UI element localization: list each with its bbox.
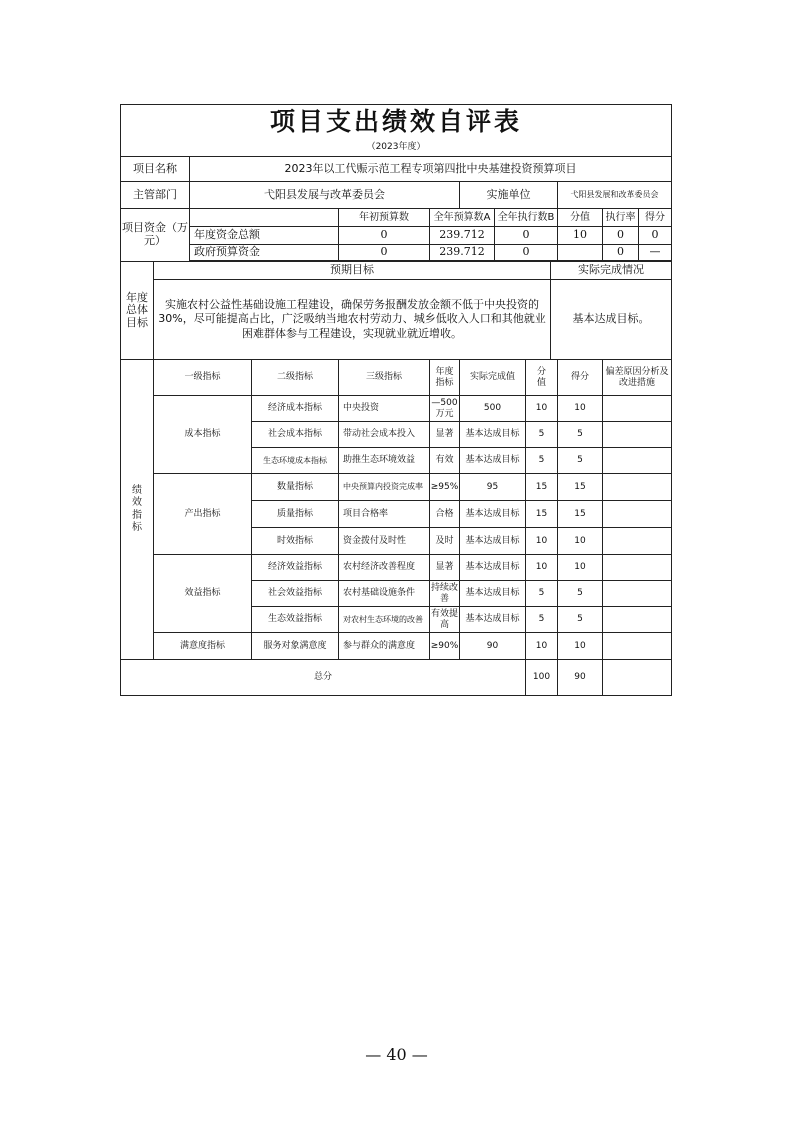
indicator-deviation bbox=[603, 581, 672, 607]
indicator-actual: 基本达成目标 bbox=[460, 528, 526, 555]
indicator-level3: 对农村生态环境的改善 bbox=[339, 607, 430, 633]
indicator-level3: 参与群众的满意度 bbox=[339, 633, 430, 660]
indicator-actual: 基本达成目标 bbox=[460, 501, 526, 528]
performance-evaluation-sheet bbox=[120, 104, 671, 696]
funds-row-score: — bbox=[639, 245, 672, 261]
annual-goal-label: 年度总体目标 bbox=[121, 262, 154, 360]
indicator-value: 10 bbox=[526, 555, 558, 581]
indicators-section-text: 绩效指标 bbox=[132, 484, 142, 533]
funds-row-executed: 0 bbox=[495, 245, 558, 261]
department-name: 弋阳县发展与改革委员会 bbox=[190, 182, 460, 209]
indicator-deviation bbox=[603, 501, 672, 528]
indicator-actual: 500 bbox=[460, 396, 526, 422]
indicator-level3: 助推生态环境效益 bbox=[339, 448, 430, 474]
actual-result-text: 基本达成目标。 bbox=[551, 280, 672, 360]
indicator-score: 10 bbox=[558, 555, 603, 581]
indicator-value: 10 bbox=[526, 633, 558, 660]
total-value: 100 bbox=[526, 660, 558, 696]
indicator-header-target: 年度指标 bbox=[430, 360, 460, 396]
funds-header-initial: 年初预算数 bbox=[339, 209, 430, 227]
indicator-level2: 服务对象满意度 bbox=[252, 633, 339, 660]
indicator-level3: 农村经济改善程度 bbox=[339, 555, 430, 581]
funds-header-annual: 全年预算数A bbox=[430, 209, 495, 227]
indicator-level1: 效益指标 bbox=[154, 555, 252, 633]
total-label: 总分 bbox=[121, 660, 526, 696]
indicator-value: 15 bbox=[526, 501, 558, 528]
indicator-level2: 时效指标 bbox=[252, 528, 339, 555]
indicator-header-level1: 一级指标 bbox=[154, 360, 252, 396]
indicator-target: 显著 bbox=[430, 422, 460, 448]
indicator-score: 5 bbox=[558, 607, 603, 633]
indicator-level3: 带动社会成本投入 bbox=[339, 422, 430, 448]
department-label: 主管部门 bbox=[121, 182, 190, 209]
indicator-actual: 95 bbox=[460, 474, 526, 501]
indicator-score: 5 bbox=[558, 448, 603, 474]
indicator-score: 5 bbox=[558, 581, 603, 607]
funds-row-score-value: 10 bbox=[558, 227, 603, 245]
funds-row-name: 年度资金总额 bbox=[190, 227, 339, 245]
indicator-header-value: 分值 bbox=[526, 360, 558, 396]
project-name-label: 项目名称 bbox=[121, 157, 190, 182]
indicator-level1: 产出指标 bbox=[154, 474, 252, 555]
indicator-score: 10 bbox=[558, 633, 603, 660]
indicator-level3: 项目合格率 bbox=[339, 501, 430, 528]
indicator-header-level2: 二级指标 bbox=[252, 360, 339, 396]
indicator-actual: 基本达成目标 bbox=[460, 555, 526, 581]
indicator-score: 5 bbox=[558, 422, 603, 448]
indicator-score: 15 bbox=[558, 474, 603, 501]
expected-goal-text: 实施农村公益性基础设施工程建设，确保劳务报酬发放金额不低于中央投资的30%，尽可能提高占比，广泛吸纳当地农村劳动力、城乡低收入人口和其他就业困难群体参与工程建设，实现就业就近增收。 bbox=[154, 280, 551, 360]
funds-row-score: 0 bbox=[639, 227, 672, 245]
indicator-deviation bbox=[603, 528, 672, 555]
indicator-actual: 基本达成目标 bbox=[460, 581, 526, 607]
funds-row-score-value bbox=[558, 245, 603, 261]
indicator-actual: 90 bbox=[460, 633, 526, 660]
funds-row-executed: 0 bbox=[495, 227, 558, 245]
indicator-deviation bbox=[603, 607, 672, 633]
indicator-level2: 生态效益指标 bbox=[252, 607, 339, 633]
indicator-deviation bbox=[603, 474, 672, 501]
indicator-target: ≥90% bbox=[430, 633, 460, 660]
funds-header-blank bbox=[190, 209, 339, 227]
indicator-level3: 中央投资 bbox=[339, 396, 430, 422]
funds-row-initial: 0 bbox=[339, 245, 430, 261]
indicator-target: 持续改善 bbox=[430, 581, 460, 607]
indicators-section-label bbox=[121, 360, 154, 660]
implementing-unit-name: 弋阳县发展和改革委员会 bbox=[558, 182, 672, 209]
funds-row-rate: 0 bbox=[603, 227, 639, 245]
page-title: 项目支出绩效自评表 bbox=[121, 105, 672, 140]
indicator-level3: 中央预算内投资完成率 bbox=[339, 474, 430, 501]
indicator-actual: 基本达成目标 bbox=[460, 448, 526, 474]
funds-row-annual: 239.712 bbox=[430, 245, 495, 261]
indicator-header-level3: 三级指标 bbox=[339, 360, 430, 396]
indicator-value: 10 bbox=[526, 528, 558, 555]
indicator-target: ≥95% bbox=[430, 474, 460, 501]
indicator-target: 有效 bbox=[430, 448, 460, 474]
total-deviation bbox=[603, 660, 672, 696]
indicator-level2: 质量指标 bbox=[252, 501, 339, 528]
funds-row-name: 政府预算资金 bbox=[190, 245, 339, 261]
indicator-header-actual: 实际完成值 bbox=[460, 360, 526, 396]
funds-header-executed: 全年执行数B bbox=[495, 209, 558, 227]
indicator-target: 有效提高 bbox=[430, 607, 460, 633]
indicator-deviation bbox=[603, 422, 672, 448]
indicator-level1: 满意度指标 bbox=[154, 633, 252, 660]
indicator-level2: 数量指标 bbox=[252, 474, 339, 501]
page-number: — 40 — bbox=[365, 1045, 428, 1064]
indicator-deviation bbox=[603, 448, 672, 474]
indicator-value: 5 bbox=[526, 581, 558, 607]
indicator-level3: 农村基础设施条件 bbox=[339, 581, 430, 607]
indicator-level2: 生态环境成本指标 bbox=[252, 448, 339, 474]
funds-label: 项目资金（万元） bbox=[121, 209, 190, 262]
indicator-level2: 社会成本指标 bbox=[252, 422, 339, 448]
project-name: 2023年以工代赈示范工程专项第四批中央基建投资预算项目 bbox=[190, 157, 672, 182]
indicator-score: 15 bbox=[558, 501, 603, 528]
indicator-value: 10 bbox=[526, 396, 558, 422]
indicator-level2: 经济效益指标 bbox=[252, 555, 339, 581]
indicator-header-deviation: 偏差原因分析及改进措施 bbox=[603, 360, 672, 396]
funds-row-rate: 0 bbox=[603, 245, 639, 261]
indicator-value: 5 bbox=[526, 607, 558, 633]
indicator-level3: 资金拨付及时性 bbox=[339, 528, 430, 555]
total-score: 90 bbox=[558, 660, 603, 696]
indicator-score: 10 bbox=[558, 396, 603, 422]
indicator-level2: 社会效益指标 bbox=[252, 581, 339, 607]
year-label: （2023年度） bbox=[121, 139, 672, 157]
actual-result-label: 实际完成情况 bbox=[551, 262, 672, 280]
indicator-value: 5 bbox=[526, 448, 558, 474]
indicator-value: 5 bbox=[526, 422, 558, 448]
indicator-deviation bbox=[603, 396, 672, 422]
implementing-unit-label: 实施单位 bbox=[460, 182, 558, 209]
indicator-target: 合格 bbox=[430, 501, 460, 528]
indicator-target: —500万元 bbox=[430, 396, 460, 422]
evaluation-table bbox=[120, 104, 672, 696]
funds-row-initial: 0 bbox=[339, 227, 430, 245]
indicator-target: 及时 bbox=[430, 528, 460, 555]
indicator-actual: 基本达成目标 bbox=[460, 607, 526, 633]
indicator-level1: 成本指标 bbox=[154, 396, 252, 474]
indicator-deviation bbox=[603, 633, 672, 660]
indicator-score: 10 bbox=[558, 528, 603, 555]
indicator-header-score: 得分 bbox=[558, 360, 603, 396]
funds-header-rate: 执行率 bbox=[603, 209, 639, 227]
indicator-level2: 经济成本指标 bbox=[252, 396, 339, 422]
indicator-deviation bbox=[603, 555, 672, 581]
expected-goal-label: 预期目标 bbox=[154, 262, 551, 280]
indicator-value: 15 bbox=[526, 474, 558, 501]
funds-header-score-value: 分值 bbox=[558, 209, 603, 227]
indicator-target: 显著 bbox=[430, 555, 460, 581]
funds-header-score: 得分 bbox=[639, 209, 672, 227]
funds-row-annual: 239.712 bbox=[430, 227, 495, 245]
indicator-actual: 基本达成目标 bbox=[460, 422, 526, 448]
